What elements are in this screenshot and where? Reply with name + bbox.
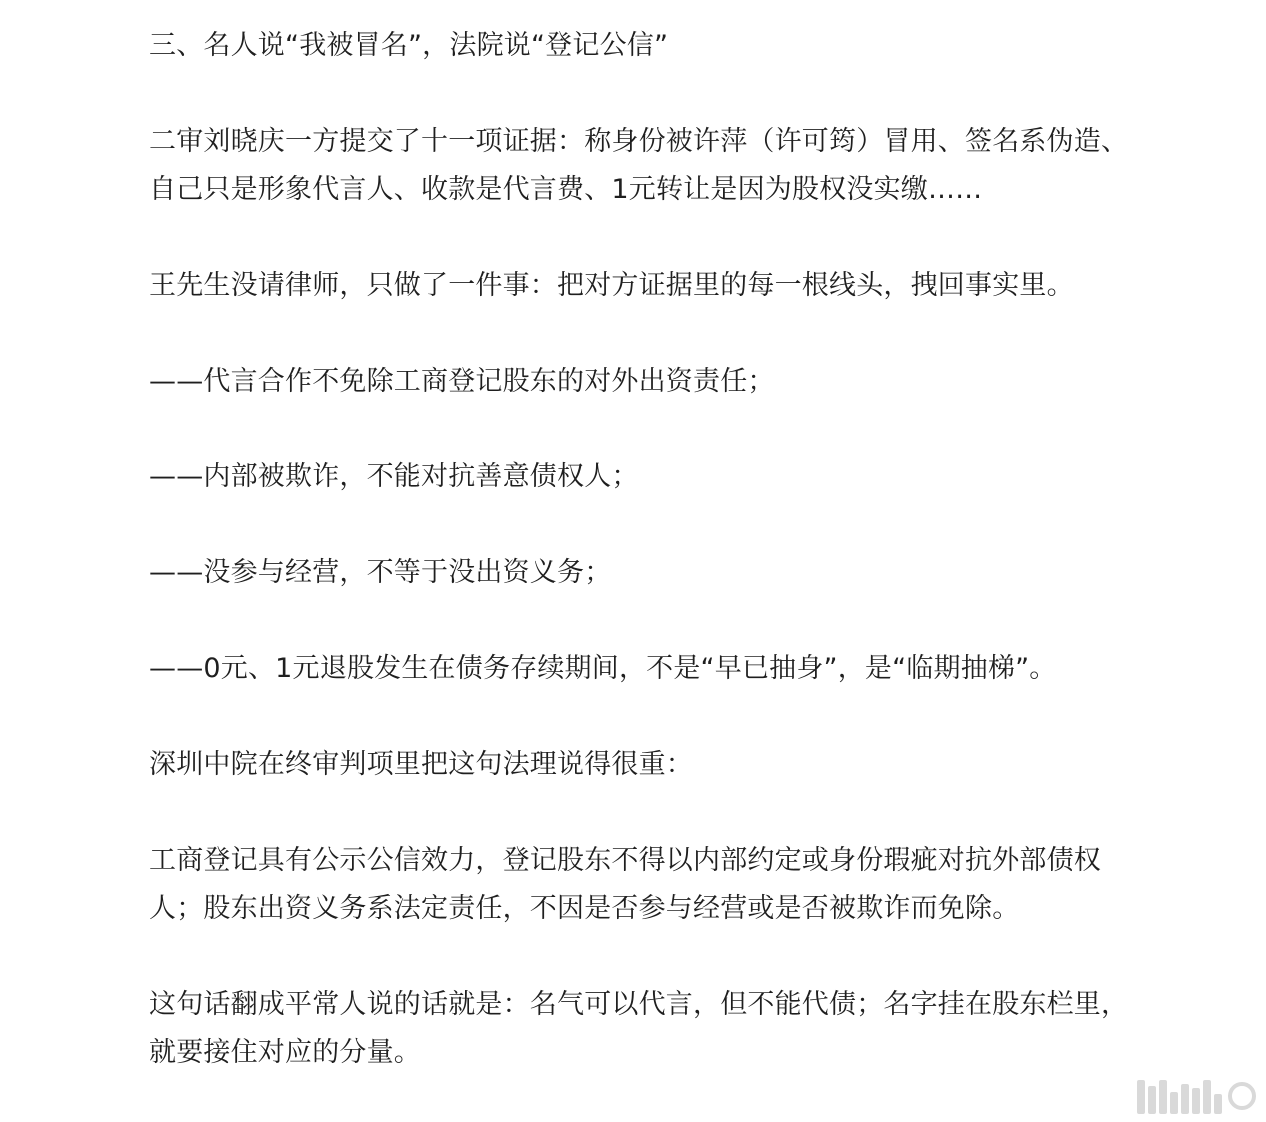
court-quote-line-2: 人；股东出资义务系法定责任，不因是否参与经营或是否被欺诈而免除。 bbox=[149, 893, 1020, 924]
argument-point-2: ——内部被欺诈，不能对抗善意债权人； bbox=[149, 461, 639, 492]
argument-point-3: ——没参与经营，不等于没出资义务； bbox=[149, 557, 612, 588]
summary-paragraph-line-2: 就要接住对应的分量。 bbox=[149, 1037, 421, 1068]
summary-paragraph-line-1: 这句话翻成平常人说的话就是：名气可以代言，但不能代债；名字挂在股东栏里， bbox=[149, 989, 1129, 1020]
evidence-paragraph-line-2: 自己只是形象代言人、收款是代言费、1元转让是因为股权没实缴…… bbox=[149, 174, 983, 205]
court-quote-line-1: 工商登记具有公示公信效力，登记股东不得以内部约定或身份瑕疵对抗外部债权 bbox=[149, 845, 1101, 876]
watermark-circle bbox=[1228, 1082, 1256, 1110]
argument-point-4: ——0元、1元退股发生在债务存续期间，不是“早已抽身”，是“临期抽梯”。 bbox=[149, 653, 1057, 684]
weibo-watermark-icon bbox=[1137, 1078, 1256, 1114]
watermark-bars bbox=[1137, 1078, 1222, 1114]
court-intro-paragraph: 深圳中院在终审判项里把这句法理说得很重： bbox=[149, 749, 693, 780]
section-heading: 三、名人说“我被冒名”，法院说“登记公信” bbox=[149, 30, 669, 61]
evidence-paragraph-line-1: 二审刘晓庆一方提交了十一项证据：称身份被许萍（许可筠）冒用、签名系伪造、 bbox=[149, 126, 1129, 157]
response-paragraph: 王先生没请律师，只做了一件事：把对方证据里的每一根线头，拽回事实里。 bbox=[149, 270, 1074, 301]
argument-point-1: ——代言合作不免除工商登记股东的对外出资责任； bbox=[149, 366, 775, 397]
